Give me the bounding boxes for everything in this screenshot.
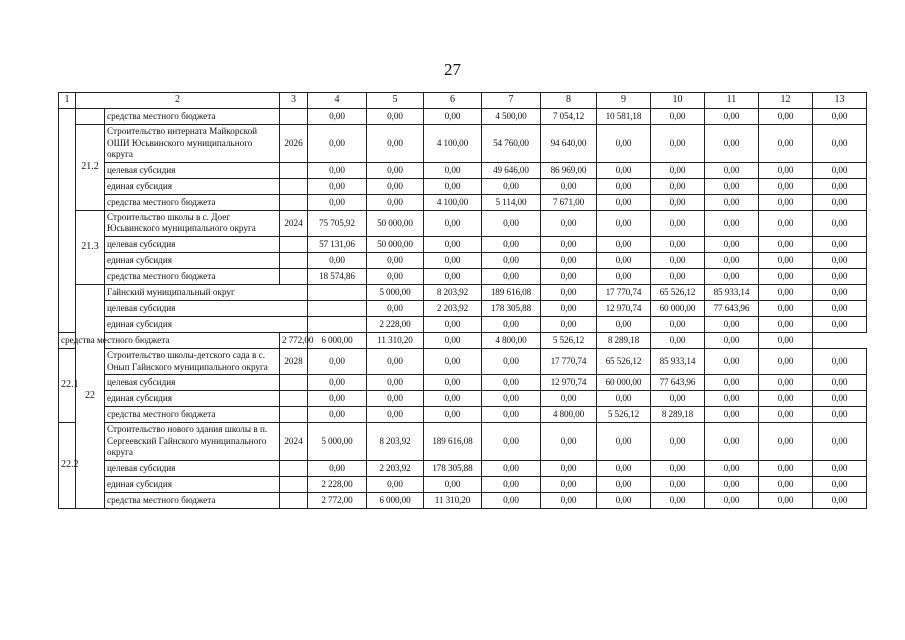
value-cell: 0,00	[759, 492, 813, 508]
year-cell	[280, 492, 308, 508]
value-cell: 8 289,18	[597, 332, 651, 348]
value-cell: 0,00	[651, 492, 705, 508]
value-cell: 0,00	[597, 162, 651, 178]
value-cell: 0,00	[651, 162, 705, 178]
header-cell: 7	[482, 93, 541, 109]
year-cell	[280, 162, 308, 178]
value-cell: 0,00	[813, 492, 867, 508]
value-cell: 0,00	[651, 316, 705, 332]
value-cell: 75 705,92	[308, 210, 367, 236]
value-cell: 0,00	[813, 194, 867, 210]
value-cell: 0,00	[597, 194, 651, 210]
value-cell: 0,00	[759, 268, 813, 284]
value-cell: 0,00	[541, 210, 597, 236]
subgroup-index: 21.2	[76, 125, 105, 211]
value-cell: 0,00	[813, 423, 867, 461]
header-row	[59, 93, 867, 109]
subgroup-index: 22.1	[59, 348, 76, 422]
year-cell	[280, 476, 308, 492]
value-cell: 0,00	[424, 268, 482, 284]
value-cell: 0,00	[367, 375, 424, 391]
value-cell: 0,00	[813, 178, 867, 194]
value-cell: 0,00	[597, 316, 651, 332]
value-cell: 0,00	[759, 252, 813, 268]
value-cell: 0,00	[424, 407, 482, 423]
value-cell: 0,00	[482, 407, 541, 423]
value-cell: 0,00	[482, 210, 541, 236]
value-cell: 0,00	[367, 109, 424, 125]
value-cell: 94 640,00	[541, 125, 597, 163]
value-cell: 17 770,74	[597, 284, 651, 300]
table-row	[59, 194, 867, 210]
value-cell: 0,00	[705, 375, 759, 391]
value-cell: 0,00	[541, 268, 597, 284]
table-row	[59, 476, 867, 492]
value-cell: 2 772,00	[280, 332, 308, 348]
value-cell: 0,00	[705, 332, 759, 348]
value-cell: 0,00	[308, 460, 367, 476]
value-cell: 4 500,00	[482, 109, 541, 125]
value-cell: 0,00	[424, 316, 482, 332]
value-cell: 0,00	[367, 178, 424, 194]
value-cell: 0,00	[759, 109, 813, 125]
value-cell: 0,00	[759, 316, 813, 332]
table-row	[59, 391, 867, 407]
value-cell: 0,00	[424, 236, 482, 252]
value-cell: 0,00	[651, 391, 705, 407]
year-cell	[280, 236, 308, 252]
value-cell: 0,00	[813, 210, 867, 236]
subgroup-index-empty	[76, 109, 105, 125]
value-cell: 5 526,12	[597, 407, 651, 423]
value-cell: 189 616,08	[424, 423, 482, 461]
value-cell: 6 000,00	[367, 492, 424, 508]
year-cell: 2024	[280, 210, 308, 236]
value-cell: 11 310,20	[367, 332, 424, 348]
value-cell: 0,00	[367, 162, 424, 178]
value-cell: 0,00	[813, 391, 867, 407]
group-index: 22	[76, 284, 105, 508]
year-cell	[280, 391, 308, 407]
value-cell: 0,00	[308, 194, 367, 210]
value-cell: 0,00	[541, 284, 597, 300]
header-cell: 12	[759, 93, 813, 109]
year-cell	[308, 284, 367, 300]
value-cell: 0,00	[813, 268, 867, 284]
value-cell: 0,00	[541, 252, 597, 268]
header-cell: 4	[308, 93, 367, 109]
value-cell: 0,00	[813, 236, 867, 252]
table-row	[59, 210, 867, 236]
value-cell: 0,00	[759, 236, 813, 252]
value-cell: 0,00	[651, 332, 705, 348]
header-cell: 13	[813, 93, 867, 109]
value-cell: 0,00	[367, 268, 424, 284]
value-cell: 8 203,92	[367, 423, 424, 461]
value-cell: 0,00	[705, 268, 759, 284]
year-cell	[280, 178, 308, 194]
value-cell: 0,00	[759, 391, 813, 407]
value-cell: 0,00	[813, 460, 867, 476]
subgroup-index: 21.3	[76, 210, 105, 284]
value-cell: 0,00	[759, 348, 813, 374]
value-cell: 0,00	[651, 194, 705, 210]
value-cell: 0,00	[813, 300, 867, 316]
value-cell: 0,00	[308, 252, 367, 268]
value-cell: 0,00	[367, 391, 424, 407]
value-cell: 0,00	[424, 162, 482, 178]
value-cell: 11 310,20	[424, 492, 482, 508]
value-cell: 0,00	[424, 332, 482, 348]
value-cell: 0,00	[424, 109, 482, 125]
value-cell: 0,00	[541, 236, 597, 252]
value-cell: 49 646,00	[482, 162, 541, 178]
value-cell: 0,00	[705, 460, 759, 476]
budget-table	[58, 92, 867, 509]
value-cell: 0,00	[705, 252, 759, 268]
value-cell: 0,00	[597, 476, 651, 492]
value-cell: 77 643,96	[651, 375, 705, 391]
row-label: целевая субсидия	[105, 460, 280, 476]
value-cell: 77 643,96	[705, 300, 759, 316]
row-label: целевая субсидия	[105, 375, 280, 391]
value-cell: 0,00	[367, 348, 424, 374]
header-cell: 3	[280, 93, 308, 109]
value-cell: 0,00	[308, 391, 367, 407]
value-cell: 0,00	[367, 194, 424, 210]
table-row	[59, 423, 867, 461]
value-cell: 2 203,92	[424, 300, 482, 316]
value-cell: 0,00	[651, 236, 705, 252]
project-title: Строительство школы в с. Доег Юсьвинского муниципального округа	[105, 210, 280, 236]
value-cell: 4 100,00	[424, 125, 482, 163]
value-cell: 54 760,00	[482, 125, 541, 163]
project-title: Строительство интерната Майкорской ОШИ Юсьвинского муниципального округа	[105, 125, 280, 163]
value-cell: 0,00	[759, 210, 813, 236]
value-cell: 6 000,00	[308, 332, 367, 348]
value-cell: 0,00	[651, 210, 705, 236]
value-cell: 0,00	[759, 375, 813, 391]
value-cell: 0,00	[705, 236, 759, 252]
value-cell: 0,00	[651, 268, 705, 284]
value-cell: 0,00	[813, 284, 867, 300]
project-title: Строительство школы-детского сада в с. Онып Гайнского муниципального округа	[105, 348, 280, 374]
value-cell: 65 526,12	[597, 348, 651, 374]
row-label: средства местного бюджета	[105, 194, 280, 210]
value-cell: 0,00	[651, 460, 705, 476]
value-cell: 0,00	[597, 423, 651, 461]
value-cell: 0,00	[482, 492, 541, 508]
table-row	[59, 316, 867, 332]
value-cell: 0,00	[424, 476, 482, 492]
value-cell: 0,00	[813, 109, 867, 125]
value-cell: 17 770,74	[541, 348, 597, 374]
header-cell: 1	[59, 93, 76, 109]
value-cell: 0,00	[759, 125, 813, 163]
value-cell: 2 228,00	[308, 476, 367, 492]
value-cell: 0,00	[759, 476, 813, 492]
value-cell: 0,00	[705, 423, 759, 461]
value-cell: 189 616,08	[482, 284, 541, 300]
year-cell	[280, 194, 308, 210]
table-row	[59, 109, 867, 125]
value-cell: 0,00	[541, 316, 597, 332]
value-cell: 0,00	[651, 423, 705, 461]
value-cell: 60 000,00	[651, 300, 705, 316]
year-cell	[308, 316, 367, 332]
value-cell: 0,00	[424, 391, 482, 407]
value-cell: 0,00	[541, 460, 597, 476]
header-cell: 10	[651, 93, 705, 109]
value-cell: 0,00	[367, 476, 424, 492]
table-row	[59, 178, 867, 194]
row-label: средства местного бюджета	[105, 109, 280, 125]
value-cell: 0,00	[597, 125, 651, 163]
header-cell: 2	[76, 93, 280, 109]
year-cell	[308, 300, 367, 316]
table-row	[59, 236, 867, 252]
value-cell: 0,00	[813, 375, 867, 391]
year-cell: 2026	[280, 125, 308, 163]
row-label: целевая субсидия	[105, 300, 308, 316]
value-cell: 57 131,06	[308, 236, 367, 252]
value-cell: 12 970,74	[541, 375, 597, 391]
value-cell: 0,00	[597, 210, 651, 236]
value-cell: 0,00	[651, 476, 705, 492]
year-cell	[280, 375, 308, 391]
row-label: целевая субсидия	[105, 162, 280, 178]
value-cell: 0,00	[367, 125, 424, 163]
value-cell: 0,00	[541, 476, 597, 492]
value-cell: 0,00	[482, 236, 541, 252]
value-cell: 0,00	[759, 332, 813, 348]
value-cell: 0,00	[705, 476, 759, 492]
table-row	[59, 162, 867, 178]
row-label: средства местного бюджета	[59, 332, 105, 348]
value-cell: 50 000,00	[367, 210, 424, 236]
value-cell: 0,00	[424, 178, 482, 194]
value-cell: 8 289,18	[651, 407, 705, 423]
value-cell: 0,00	[597, 252, 651, 268]
value-cell: 0,00	[759, 194, 813, 210]
value-cell: 5 526,12	[541, 332, 597, 348]
year-cell: 2024	[280, 423, 308, 461]
value-cell: 0,00	[424, 375, 482, 391]
table-row	[59, 492, 867, 508]
value-cell: 4 100,00	[424, 194, 482, 210]
table-row	[59, 332, 867, 348]
value-cell: 0,00	[308, 162, 367, 178]
value-cell: 85 933,14	[705, 284, 759, 300]
value-cell: 0,00	[813, 316, 867, 332]
value-cell: 178 305,88	[424, 460, 482, 476]
row-label: единая субсидия	[105, 476, 280, 492]
value-cell: 0,00	[705, 210, 759, 236]
row-label: единая субсидия	[105, 316, 308, 332]
value-cell: 0,00	[424, 348, 482, 374]
value-cell: 8 203,92	[424, 284, 482, 300]
value-cell: 0,00	[759, 178, 813, 194]
row-label: единая субсидия	[105, 252, 280, 268]
value-cell: 0,00	[759, 460, 813, 476]
value-cell: 7 671,00	[541, 194, 597, 210]
row-label: средства местного бюджета	[105, 492, 280, 508]
value-cell: 0,00	[705, 391, 759, 407]
year-cell	[280, 268, 308, 284]
row-label: средства местного бюджета	[105, 268, 280, 284]
value-cell: 0,00	[541, 178, 597, 194]
value-cell: 0,00	[651, 252, 705, 268]
value-cell: 0,00	[813, 125, 867, 163]
value-cell: 0,00	[813, 252, 867, 268]
value-cell: 0,00	[308, 109, 367, 125]
value-cell: 50 000,00	[367, 236, 424, 252]
value-cell: 0,00	[705, 109, 759, 125]
year-cell	[280, 460, 308, 476]
value-cell: 0,00	[813, 162, 867, 178]
value-cell: 0,00	[813, 407, 867, 423]
row-label: Гайнский муниципальный округ	[105, 284, 308, 300]
value-cell: 0,00	[705, 125, 759, 163]
year-cell	[280, 109, 308, 125]
value-cell: 0,00	[367, 300, 424, 316]
value-cell: 0,00	[482, 178, 541, 194]
project-title: Строительство нового здания школы в п. Сергеевский Гайнского муниципального округа	[105, 423, 280, 461]
table-row	[59, 268, 867, 284]
value-cell: 0,00	[813, 476, 867, 492]
group-index-21	[59, 109, 76, 333]
value-cell: 0,00	[541, 391, 597, 407]
value-cell: 0,00	[482, 316, 541, 332]
value-cell: 178 305,88	[482, 300, 541, 316]
value-cell: 4 800,00	[482, 332, 541, 348]
value-cell: 0,00	[482, 348, 541, 374]
value-cell: 0,00	[541, 300, 597, 316]
value-cell: 0,00	[482, 423, 541, 461]
value-cell: 0,00	[705, 407, 759, 423]
value-cell: 5 114,00	[482, 194, 541, 210]
value-cell: 5 000,00	[367, 284, 424, 300]
value-cell: 0,00	[759, 284, 813, 300]
table-row	[59, 460, 867, 476]
value-cell: 0,00	[597, 460, 651, 476]
value-cell: 0,00	[597, 391, 651, 407]
value-cell: 2 772,00	[308, 492, 367, 508]
row-label: средства местного бюджета	[105, 407, 280, 423]
header-cell: 6	[424, 93, 482, 109]
value-cell: 2 228,00	[367, 316, 424, 332]
row-label: единая субсидия	[105, 178, 280, 194]
value-cell: 4 800,00	[541, 407, 597, 423]
value-cell: 0,00	[705, 162, 759, 178]
value-cell: 0,00	[759, 300, 813, 316]
value-cell: 0,00	[597, 236, 651, 252]
table-row	[59, 348, 867, 374]
table-row	[59, 375, 867, 391]
value-cell: 2 203,92	[367, 460, 424, 476]
table-row	[59, 300, 867, 316]
header-cell: 8	[541, 93, 597, 109]
header-cell: 9	[597, 93, 651, 109]
value-cell: 65 526,12	[651, 284, 705, 300]
value-cell: 0,00	[482, 476, 541, 492]
value-cell: 0,00	[597, 178, 651, 194]
value-cell: 0,00	[424, 252, 482, 268]
value-cell: 12 970,74	[597, 300, 651, 316]
value-cell: 0,00	[308, 407, 367, 423]
value-cell: 0,00	[813, 348, 867, 374]
value-cell: 7 054,12	[541, 109, 597, 125]
value-cell: 0,00	[308, 348, 367, 374]
value-cell: 0,00	[597, 492, 651, 508]
value-cell: 86 969,00	[541, 162, 597, 178]
subgroup-index: 22.2	[59, 423, 76, 509]
value-cell: 0,00	[482, 252, 541, 268]
value-cell: 5 000,00	[308, 423, 367, 461]
value-cell: 0,00	[541, 492, 597, 508]
value-cell: 0,00	[482, 268, 541, 284]
value-cell: 0,00	[597, 268, 651, 284]
value-cell: 0,00	[541, 423, 597, 461]
value-cell: 0,00	[759, 423, 813, 461]
value-cell: 0,00	[367, 252, 424, 268]
value-cell: 0,00	[651, 125, 705, 163]
row-label: целевая субсидия	[105, 236, 280, 252]
page-number: 27	[444, 60, 461, 79]
value-cell: 0,00	[308, 125, 367, 163]
value-cell: 0,00	[651, 109, 705, 125]
value-cell: 85 933,14	[651, 348, 705, 374]
value-cell: 0,00	[308, 375, 367, 391]
value-cell: 10 581,18	[597, 109, 651, 125]
value-cell: 0,00	[367, 407, 424, 423]
year-cell: 2028	[280, 348, 308, 374]
value-cell: 0,00	[482, 460, 541, 476]
header-cell: 5	[367, 93, 424, 109]
table-row	[59, 284, 867, 300]
header-cell: 11	[705, 93, 759, 109]
value-cell: 0,00	[651, 178, 705, 194]
year-cell	[280, 407, 308, 423]
value-cell: 0,00	[424, 210, 482, 236]
row-label: единая субсидия	[105, 391, 280, 407]
value-cell: 0,00	[705, 348, 759, 374]
value-cell: 0,00	[759, 407, 813, 423]
value-cell: 0,00	[705, 178, 759, 194]
value-cell: 0,00	[482, 391, 541, 407]
value-cell: 0,00	[759, 162, 813, 178]
value-cell: 0,00	[705, 492, 759, 508]
table-row	[59, 125, 867, 163]
value-cell: 60 000,00	[597, 375, 651, 391]
value-cell: 0,00	[308, 178, 367, 194]
value-cell: 18 574,86	[308, 268, 367, 284]
value-cell: 0,00	[482, 375, 541, 391]
value-cell: 0,00	[705, 316, 759, 332]
year-cell	[280, 252, 308, 268]
table-row	[59, 252, 867, 268]
value-cell: 0,00	[705, 194, 759, 210]
table-row	[59, 407, 867, 423]
